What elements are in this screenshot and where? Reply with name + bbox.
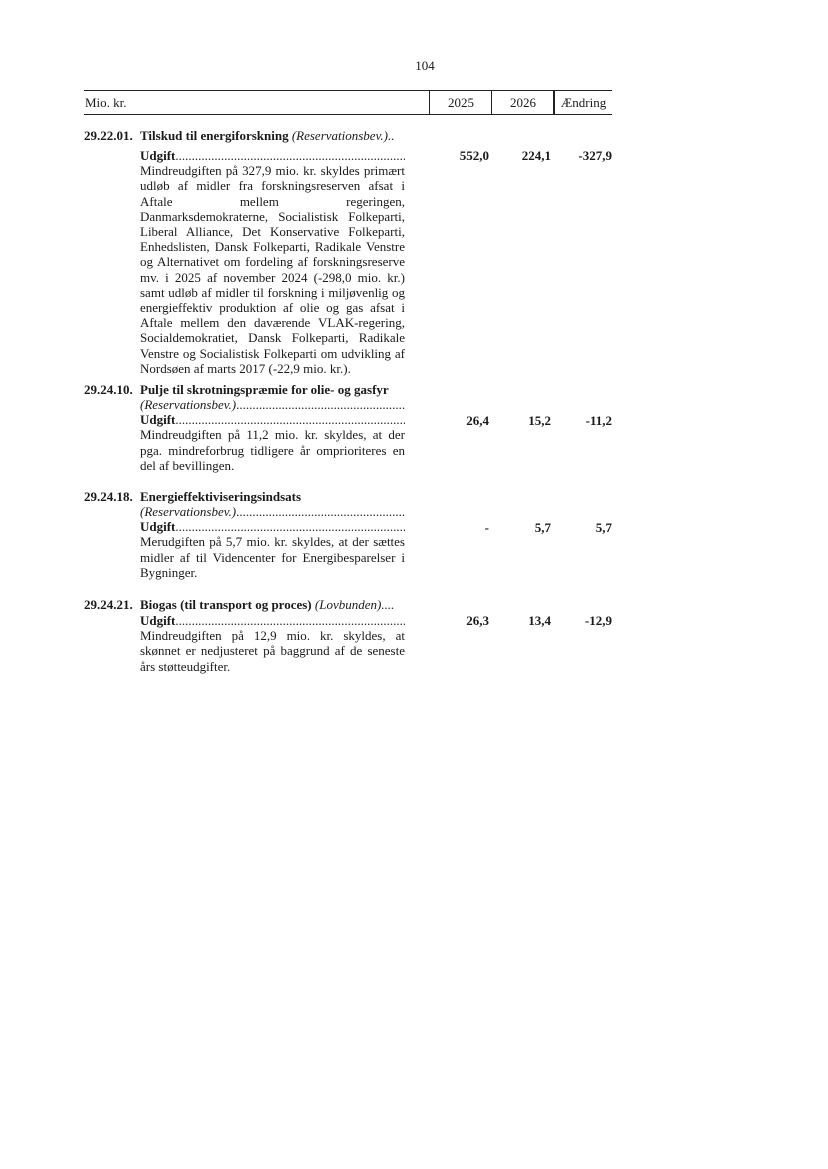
account-number: 29.22.01. bbox=[84, 128, 133, 143]
entry-body bbox=[140, 504, 405, 580]
leader-dots bbox=[175, 412, 405, 427]
account-title-text: Energieffektiviseringsindsats bbox=[140, 489, 302, 504]
account-title bbox=[140, 597, 490, 612]
value-2025: - bbox=[484, 520, 489, 535]
leader-dots bbox=[175, 613, 405, 628]
value-change: -327,9 bbox=[578, 148, 612, 163]
leader-dots bbox=[175, 148, 405, 163]
entry-description: Mindreudgiften på 12,9 mio. kr. skyldes, at skønnet er nedjusteret på baggrund af de seneste års støtteudgifter. bbox=[140, 628, 405, 674]
leader-dots bbox=[236, 504, 405, 519]
page-number: 104 bbox=[415, 58, 435, 73]
value-2025: 552,0 bbox=[459, 148, 489, 163]
value-2026: 5,7 bbox=[534, 520, 551, 535]
header-bottom-rule bbox=[84, 114, 612, 115]
item-label: Udgift bbox=[140, 613, 176, 628]
leader-dots bbox=[175, 519, 405, 534]
column-2026: 2026 bbox=[491, 91, 555, 114]
account-title bbox=[140, 128, 490, 143]
account-title-suffix: (Reservationsbev.) bbox=[140, 504, 237, 519]
unit-label: Mio. kr. bbox=[85, 95, 127, 110]
value-2026: 13,4 bbox=[528, 613, 551, 628]
table-header bbox=[84, 90, 612, 116]
column-2025: 2025 bbox=[429, 91, 492, 114]
value-2025: 26,4 bbox=[466, 413, 489, 428]
account-title-text: Biogas (til transport og proces) bbox=[140, 597, 312, 612]
item-label: Udgift bbox=[140, 412, 176, 428]
item-label: Udgift bbox=[140, 519, 176, 535]
value-2025: 26,3 bbox=[466, 613, 489, 628]
value-change: -12,9 bbox=[584, 613, 612, 628]
entry-description: Mindreudgiften på 11,2 mio. kr. skyldes, at der pga. mindreforbrug tidligere år omprioriteres en del af bevillingen. bbox=[140, 427, 405, 473]
account-title-suffix: (Lovbunden).... bbox=[314, 597, 395, 612]
entry-description: Merudgiften på 5,7 mio. kr. skyldes, at der sættes midler af til Videncenter for Energibesparelser i Bygninger. bbox=[140, 534, 405, 580]
account-title bbox=[140, 382, 490, 397]
title-suffix-line bbox=[140, 397, 405, 412]
account-number: 29.24.10. bbox=[84, 382, 133, 397]
value-2026: 224,1 bbox=[521, 148, 551, 163]
account-number: 29.24.18. bbox=[84, 489, 133, 504]
item-label: Udgift bbox=[140, 148, 176, 163]
entry-body bbox=[140, 148, 405, 376]
item-line bbox=[140, 613, 405, 628]
entry-description: Mindreudgiften på 327,9 mio. kr. skyldes primært udløb af midler fra forskningsreserven afsat i Aftale mellem regeringen, Danmarksdemokraterne, Socialistisk Folkeparti, Liberal Alliance, Det Konservative Folkeparti, Enhedslisten, Dansk Folkeparti, Radikale Venstre og Alternativet om fordeling af forskningsreserve mv. i 2025 af november 2024 (-298,0 mio. kr.) samt udløb af midler til forskning i miljøvenlig og energieffektiv produktion af olie og gas afsat i Aftale mellem den daværende VLAK-regering, Socialdemokratiet, Dansk Folkeparti, Radikale Venstre og Socialistisk Folkeparti om udvikling af Nordsøen af marts 2017 (-22,9 mio. kr.). bbox=[140, 163, 405, 376]
entry-body bbox=[140, 397, 405, 473]
account-title-text: Pulje til skrotningspræmie for olie- og gasfyr bbox=[140, 382, 389, 397]
account-number: 29.24.21. bbox=[84, 597, 133, 612]
value-change: -11,2 bbox=[585, 413, 612, 428]
account-title-text: Tilskud til energiforskning bbox=[140, 128, 289, 143]
title-suffix-line bbox=[140, 504, 405, 519]
item-line bbox=[140, 412, 405, 427]
entry-body bbox=[140, 613, 405, 674]
account-title bbox=[140, 489, 490, 504]
leader-dots bbox=[236, 397, 405, 412]
account-title-suffix: (Reservationsbev.) bbox=[140, 397, 237, 412]
value-change: 5,7 bbox=[595, 520, 612, 535]
value-2026: 15,2 bbox=[528, 413, 551, 428]
item-line bbox=[140, 519, 405, 534]
column-change: Ændring bbox=[553, 91, 613, 114]
account-title-suffix: (Reservationsbev.).. bbox=[291, 128, 395, 143]
item-line bbox=[140, 148, 405, 163]
